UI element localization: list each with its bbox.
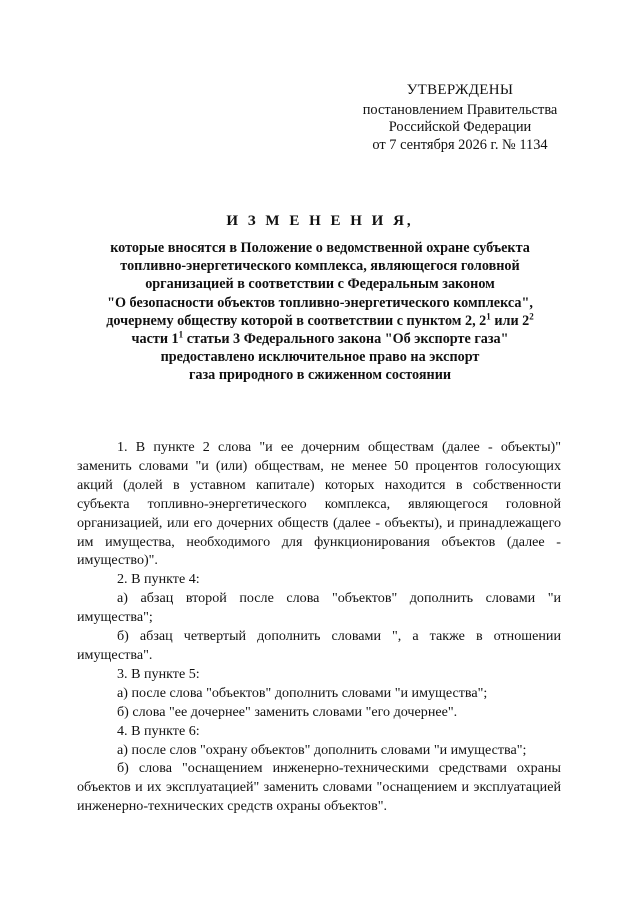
approval-heading: УТВЕРЖДЕНЫ	[406, 82, 514, 98]
superscript-2: 2	[529, 311, 534, 322]
subtitle-line-6-part: части 1	[131, 331, 179, 348]
superscript-3: 1	[178, 329, 184, 340]
subtitle-line-5-text: дочернему обществу которой в соответствии с пунктом 2, 2	[106, 312, 487, 329]
document-title: И З М Е Н Е Н И Я,	[226, 213, 414, 229]
item-2-a: а) абзац второй после слова "объектов" дополнить словами "и имущества";	[77, 590, 561, 626]
item-4-a: а) после слов "охрану объектов" дополнить словами "и имущества";	[117, 741, 527, 758]
item-3-a: а) после слова "объектов" дополнить словами "и имущества";	[117, 684, 488, 701]
subtitle-line-6	[82, 330, 558, 348]
subtitle-line-6-article: статьи 3 Федерального закона "Об экспорте газа"	[183, 331, 509, 348]
approval-line-2: Российской Федерации	[388, 119, 532, 135]
subtitle-line-5-or: или 2	[490, 312, 530, 329]
document-body	[77, 438, 561, 816]
item-3-b: б) слова "ее дочернее" заменить словами "его дочернее".	[117, 703, 458, 720]
superscript-1: 1	[486, 311, 491, 322]
subtitle-line-3: организацией в соответствии с Федеральным законом	[145, 276, 495, 293]
subtitle-line-2: топливно-энергетического комплекса, являющегося головной	[120, 258, 520, 275]
document-subtitle	[82, 239, 558, 385]
approval-block	[340, 82, 580, 154]
item-4: 4. В пункте 6:	[117, 722, 200, 739]
item-2-b: б) абзац четвертый дополнить словами ", а также в отношении имущества".	[77, 628, 561, 663]
item-4-b: б) слова "оснащением инженерно-техническими средствами охраны объектов и их эксплуатацией" заменить словами "оснащением и эксплуатацией инженерно-технических средств охраны объектов".	[77, 760, 561, 815]
subtitle-line-4: "О безопасности объектов топливно-энергетического комплекса",	[107, 294, 533, 311]
item-3: 3. В пункте 5:	[117, 665, 200, 682]
item-2: 2. В пункте 4:	[117, 571, 200, 588]
subtitle-line-7: предоставлено исключительное право на экспорт	[160, 349, 480, 366]
subtitle-line-5	[82, 312, 558, 330]
approval-line-3: от 7 сентября 2026 г. № 1134	[372, 136, 548, 153]
approval-line-1: постановлением Правительства	[362, 101, 558, 118]
subtitle-line-8: газа природного в сжиженном состоянии	[188, 367, 452, 384]
item-1: 1. В пункте 2 слова "и ее дочерним обществам (далее - объекты)" заменить словами "и (или) обществам, не менее 50 процентов голосующих акций (долей в уставном капитале) которых находится в собственности субъекта топливно-энергетического комплекса, являющегося головной организацией, или его дочерних обществ (далее - объекты), и принадлежащего им имущества, необходимого для функционирования объектов (далее - имущество)".	[77, 439, 561, 569]
subtitle-line-1: которые вносятся в Положение о ведомственной охране субъекта	[110, 240, 530, 256]
